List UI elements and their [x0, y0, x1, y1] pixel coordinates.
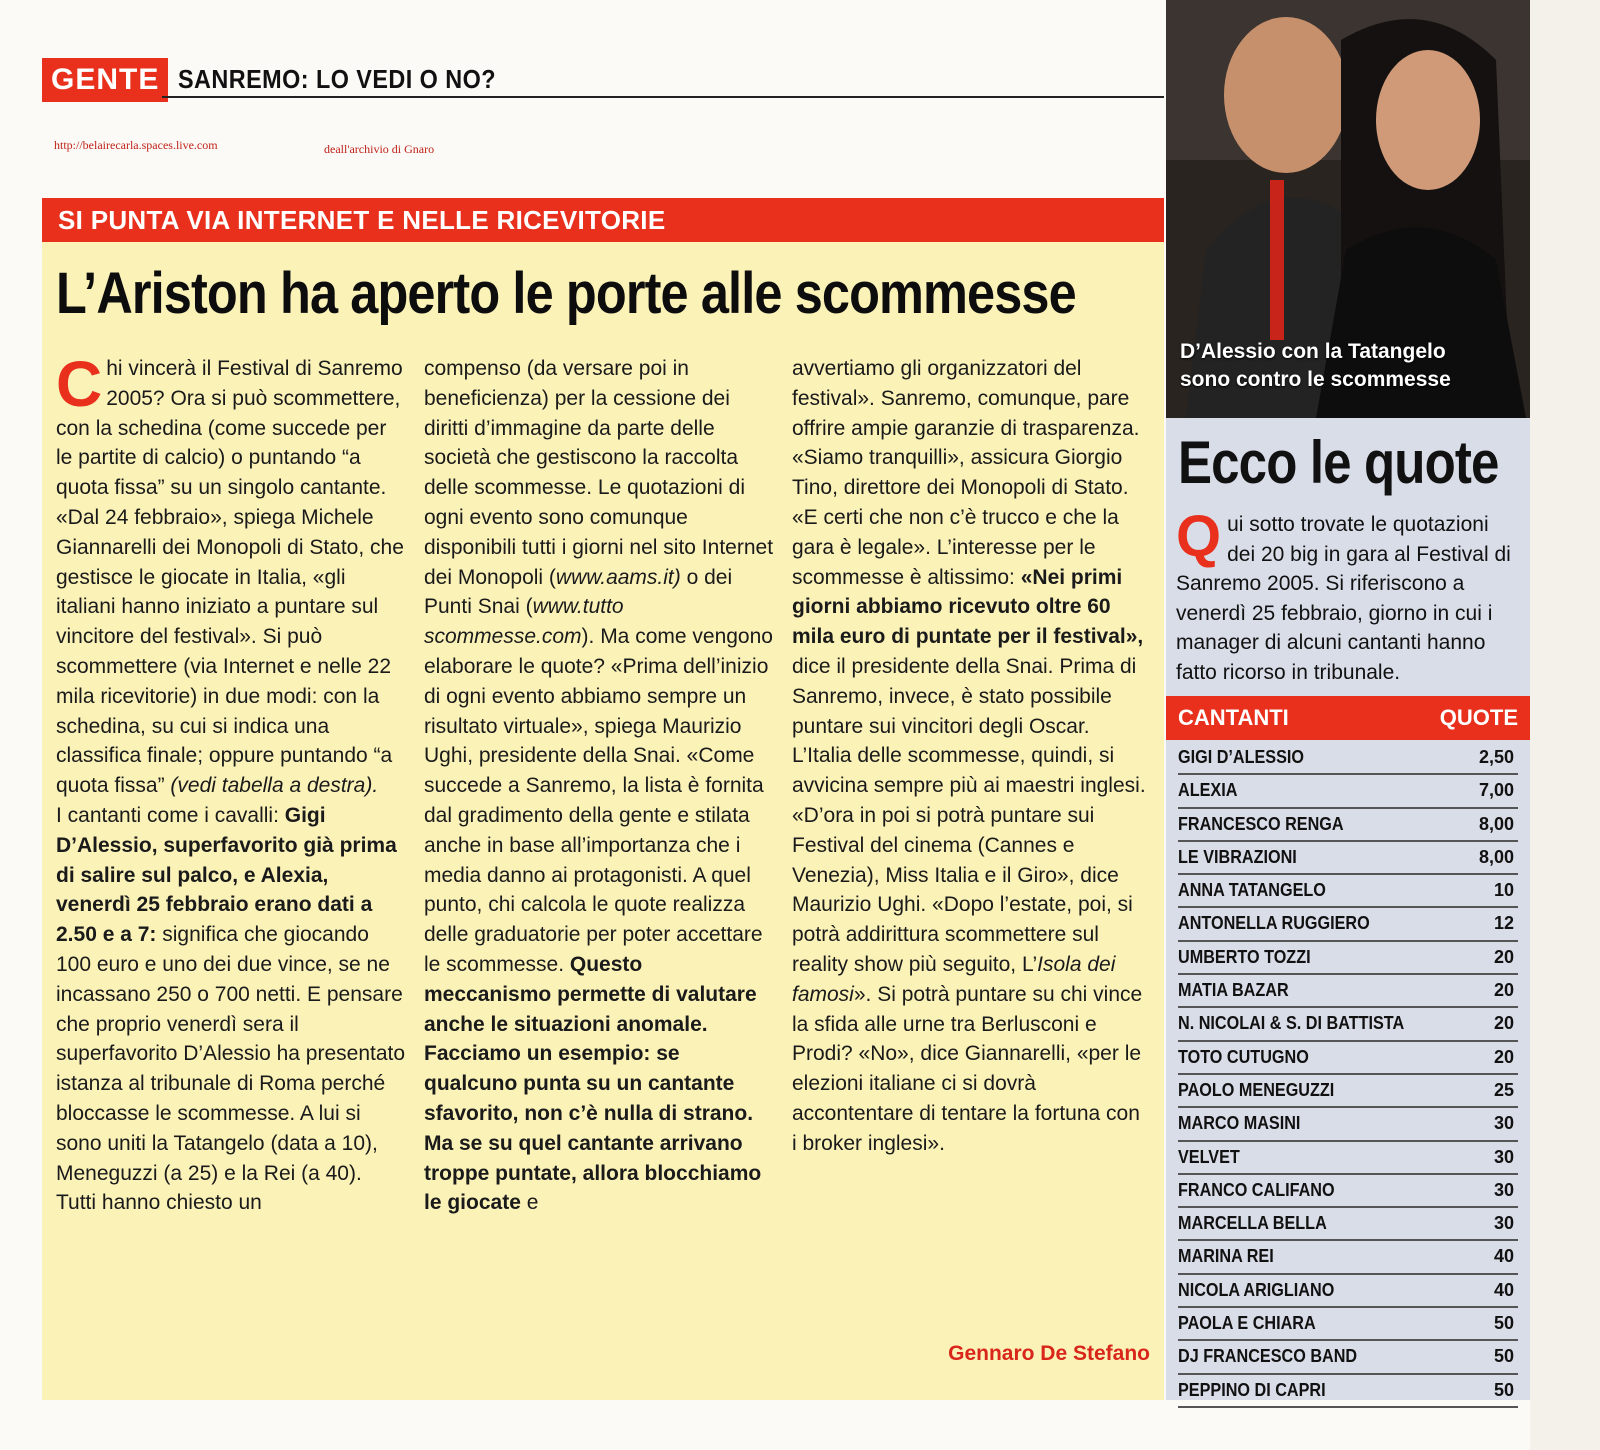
singer-name: N. NICOLAI & S. DI BATTISTA — [1178, 1013, 1405, 1034]
article-column-3 — [792, 354, 1150, 1159]
table-row — [1178, 908, 1518, 941]
article-column-1 — [56, 348, 406, 1218]
article-column-2 — [424, 354, 774, 1218]
table-row — [1178, 809, 1518, 842]
article-kicker: SI PUNTA VIA INTERNET E NELLE RICEVITORIE — [42, 198, 1164, 242]
page-edge — [1530, 0, 1600, 1450]
singer-odds: 20 — [1493, 1046, 1514, 1067]
watermark-url: http://belairecarla.spaces.live.com — [54, 138, 218, 152]
table-row — [1178, 1042, 1518, 1075]
col3-text-b: dice il presidente della Snai. Prima di Sanremo, invece, è stato possibile puntare sui vincitori degli Oscar. L’Italia delle scommesse, quindi, si avvicina sempre più ai maestri inglesi. «D’ora in poi si potrà puntare sui Festival del cinema (Cannes e Venezia), Miss Italia e il Giro», dice Maurizio Ughi. «Dopo l’estate, poi, si potrà addirittura scommettere sul reality show più seguito, L’ — [792, 654, 1146, 976]
singer-odds: 12 — [1493, 913, 1514, 934]
table-row — [1178, 742, 1518, 775]
singer-name: MATIA BAZAR — [1178, 980, 1289, 1001]
table-row — [1178, 1208, 1518, 1241]
singer-name: FRANCESCO RENGA — [1178, 813, 1344, 834]
col2-url-aams: www.aams.it) — [555, 565, 681, 589]
odds-table — [1178, 742, 1518, 1408]
singer-odds: 30 — [1493, 1213, 1514, 1234]
col3-italic: Isola dei famosi — [792, 952, 1116, 1006]
col1-text-b: I cantanti come i cavalli: — [56, 803, 285, 827]
singer-odds: 7,00 — [1478, 780, 1514, 801]
singer-odds: 30 — [1493, 1146, 1514, 1167]
singer-odds: 8,00 — [1478, 813, 1514, 834]
odds-table-header — [1166, 696, 1530, 740]
singer-name: DJ FRANCESCO BAND — [1178, 1346, 1358, 1367]
singers-photo — [1166, 0, 1530, 418]
table-row — [1178, 1108, 1518, 1141]
logo-text: GENTE — [45, 61, 165, 99]
col2-text-b: o dei Punti Snai ( — [424, 565, 733, 619]
singer-odds: 8,00 — [1478, 846, 1514, 867]
header-rule — [162, 96, 1164, 98]
sidebar-intro-text: ui sotto trovate le quotazioni dei 20 big in gara al Festival di Sanremo 2005. Si riferiscono a venerdì 25 febbraio, giorno in cui i manager di alcuni cantanti hanno fatto ricorso in tribunale. — [1176, 513, 1511, 684]
page-header — [42, 56, 1164, 100]
singer-name: NICOLA ARIGLIANO — [1178, 1279, 1335, 1300]
header-odds: QUOTE — [1439, 705, 1518, 730]
singer-odds: 40 — [1493, 1279, 1514, 1300]
table-row — [1178, 775, 1518, 808]
article-headline: L’Ariston ha aperto le porte alle scommesse — [56, 261, 1076, 326]
caption-line-2: sono contro le scommesse — [1180, 368, 1451, 391]
singer-odds: 20 — [1493, 1013, 1514, 1034]
table-row — [1178, 1241, 1518, 1274]
singer-odds: 20 — [1493, 980, 1514, 1001]
singer-name: TOTO CUTUGNO — [1178, 1046, 1309, 1067]
table-row — [1178, 942, 1518, 975]
singer-name: PAOLA E CHIARA — [1178, 1313, 1316, 1334]
singer-name: ANTONELLA RUGGIERO — [1178, 913, 1370, 934]
col2-text-c: ). Ma come vengono elaborare le quote? «Prima dell’inizio di ogni evento abbiamo sempre un risultato virtuale», spiega Maurizio Ughi, presidente della Snai. «Come succede a Sanremo, la lista è fornita dal gradimento della gente e stilata anche in base all’importanza che i media danno ai protagonisti. A quel punto, chi calcola le quote realizza delle graduatorie per poter accettare le scommesse. — [424, 625, 773, 976]
watermark-archive: deall'archivio di Gnaro — [324, 142, 435, 156]
table-row — [1178, 975, 1518, 1008]
singer-name: PEPPINO DI CAPRI — [1178, 1379, 1326, 1400]
table-row — [1178, 1142, 1518, 1175]
singer-name: MARCO MASINI — [1178, 1113, 1301, 1134]
singer-name: VELVET — [1178, 1146, 1240, 1167]
singer-odds: 20 — [1493, 946, 1514, 967]
singer-name: UMBERTO TOZZI — [1178, 946, 1311, 967]
table-row — [1178, 1008, 1518, 1041]
singer-name: MARINA REI — [1178, 1246, 1274, 1267]
article — [42, 198, 1164, 1400]
col1-text-c: significa che giocando 100 euro e uno dei due vince, se ne incassano 250 o 700 netti. E pensare che proprio venerdì sera il superfavorito D’Alessio ha presentato istanza al tribunale di Roma perché bloccasse le scommesse. A lui si sono uniti la Tatangelo (data a 10), Meneguzzi (a 25) e la Rei (a 40). Tutti hanno chiesto un — [56, 923, 406, 1215]
singer-odds: 50 — [1493, 1379, 1514, 1400]
col2-bold: Questo meccanismo permette di valutare anche le situazioni anomale. Facciamo un esempio: se qualcuno punta su un cantante sfavorito, non c’è nulla di strano. Ma se su quel cantante arrivano troppe puntate, allora blocchiamo le giocate — [424, 952, 762, 1215]
singer-odds: 2,50 — [1478, 747, 1514, 767]
table-row — [1178, 875, 1518, 908]
table-row — [1178, 1175, 1518, 1208]
sidebar-drop-cap: Q — [1176, 504, 1222, 569]
col1-text-a: hi vincerà il Festival di Sanremo 2005? Ora si può scommettere, con la schedina (come succede per le partite di calcio) o puntando “a quota fissa” su un singolo cantante. «Dal 24 febbraio», spiega Michele Giannarelli dei Monopoli di Stato, che gestisce le giocate in Italia, «gli italiani hanno iniziato a puntare sul vincitore del festival». Si può scommettere (via Internet e nelle 22 mila ricevitorie) in due modi: con la schedina, su cui si indica una classifica finale; oppure puntando “a quota fissa” — [56, 357, 404, 798]
singer-odds: 25 — [1493, 1079, 1514, 1100]
singer-name: LE VIBRAZIONI — [1178, 846, 1297, 867]
col3-text-a: avvertiamo gli organizzatori del festival». Sanremo, comunque, pare offrire ampie garanzie di trasparenza. «Siamo tranquilli», assicura Giorgio Tino, direttore dei Monopoli di Stato. «E certi che non c’è trucco e che la gara è legale». L’interesse per le scommesse è altissimo: — [792, 357, 1140, 589]
col2-text-d: e — [520, 1191, 539, 1215]
table-row — [1178, 842, 1518, 875]
table-row — [1178, 1341, 1518, 1374]
singer-name: ANNA TATANGELO — [1178, 880, 1326, 901]
col2-url-snai: www.tutto scommesse.com — [424, 595, 624, 649]
col1-italic: (vedi tabella a destra). — [164, 774, 379, 798]
section-title: SANREMO: LO VEDI O NO? — [178, 64, 497, 94]
caption-line-1: D’Alessio con la Tatangelo — [1180, 340, 1446, 363]
gente-logo — [42, 58, 168, 102]
article-byline: Gennaro De Stefano — [948, 1342, 1150, 1365]
table-row — [1178, 1375, 1518, 1408]
singer-name: MARCELLA BELLA — [1178, 1213, 1327, 1234]
col3-text-c: ». Si potrà puntare su chi vince la sfida alle urne tra Berlusconi e Prodi? «No», dice Giannarelli, «per le elezioni italiane ci si dovrà accontentare di tentare la fortuna con i broker inglesi». — [792, 982, 1143, 1155]
drop-cap: C — [56, 348, 103, 420]
table-row — [1178, 1275, 1518, 1308]
col3-bold: «Nei primi giorni abbiamo ricevuto oltre 60 mila euro di puntate per il festival», — [792, 565, 1144, 649]
header-singers: CANTANTI — [1178, 705, 1289, 730]
singer-odds: 50 — [1493, 1313, 1514, 1334]
photo-caption — [1180, 338, 1451, 394]
singer-odds: 30 — [1493, 1179, 1514, 1200]
singer-name: PAOLO MENEGUZZI — [1178, 1079, 1335, 1100]
singer-name: FRANCO CALIFANO — [1178, 1179, 1335, 1200]
sidebar-title: Ecco le quote — [1178, 429, 1499, 496]
singer-odds: 40 — [1493, 1246, 1514, 1267]
singer-odds: 30 — [1493, 1113, 1514, 1134]
odds-sidebar — [1166, 418, 1530, 1400]
singer-odds: 50 — [1493, 1346, 1514, 1367]
sidebar-intro — [1176, 504, 1522, 687]
table-row — [1178, 1308, 1518, 1341]
col2-text-a: compenso (da versare poi in beneficienza) per la cessione dei diritti d’immagine da parte delle società che gestiscono la raccolta delle scommesse. Le quotazioni di ogni evento sono comunque disponibili tutti i giorni nel sito Internet dei Monopoli ( — [424, 357, 774, 589]
singer-name: ALEXIA — [1178, 780, 1238, 801]
singer-odds: 10 — [1493, 880, 1514, 901]
col1-bold: Gigi D’Alessio, superfavorito già prima di salire sul palco, e Alexia, venerdì 25 febbraio erano dati a 2.50 e a 7: — [56, 803, 397, 947]
table-row — [1178, 1075, 1518, 1108]
singer-name: GIGI D’ALESSIO — [1178, 747, 1305, 767]
